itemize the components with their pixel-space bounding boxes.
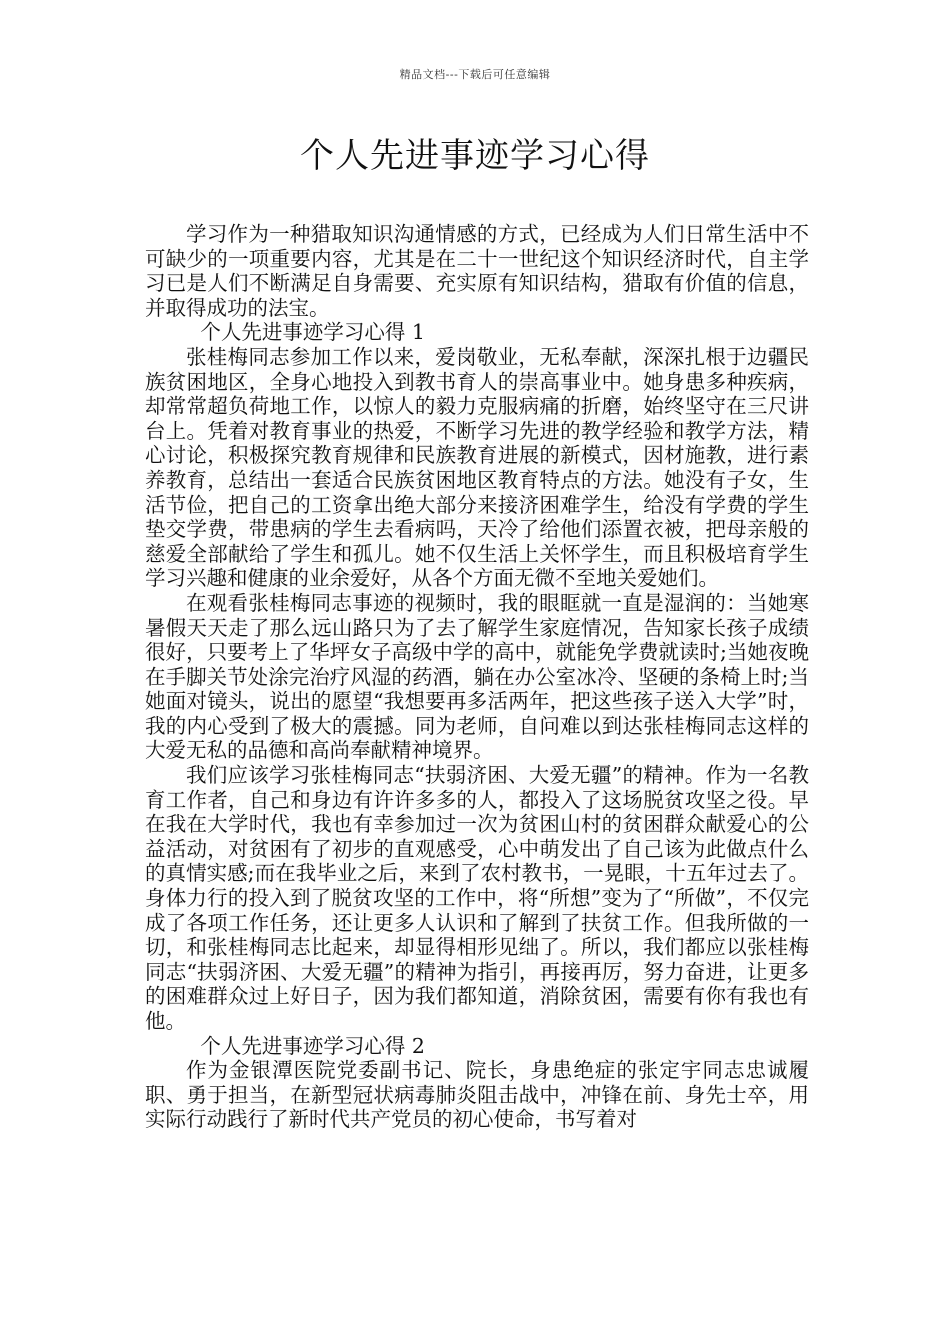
- section-heading-2: 个人先进事迹学习心得 2: [200, 1033, 425, 1058]
- section-heading-1: 个人先进事迹学习心得 1: [200, 320, 425, 345]
- document-title: 个人先进事迹学习心得: [300, 136, 650, 176]
- paragraph-intro: 学习作为一种猎取知识沟通情感的方式，已经成为人们日常生活中不可缺少的一项重要内容，尤其是在二十一世纪这个知识经济时代，自主学习已是人们不断满足自身需要、充实原有知识结构，猎取有价值的信息，并取得成功的法宝。: [145, 222, 809, 320]
- paragraph-4: 作为金银潭医院党委副书记、院长，身患绝症的张定宇同志忠诚履职、勇于担当，在新型冠状病毒肺炎阻击战中，冲锋在前、身先士卒，用实际行动践行了新时代共产党员的初心使命，书写着对: [145, 1058, 809, 1132]
- header-note: 精品文档---下载后可任意编辑: [399, 68, 551, 81]
- paragraph-2: 在观看张桂梅同志事迹的视频时，我的眼眶就一直是湿润的：当她寒暑假天天走了那么远山路只为了去了解学生家庭情况，告知家长孩子成绩很好，只要考上了华坪女子高级中学的高中，就能免学费就读时;当她夜晚在手脚关节处涂完治疗风湿的药酒，躺在办公室冰冷、坚硬的条椅上时;当她面对镜头，说出的愿望“我想要再多活两年，把这些孩子送入大学”时，我的内心受到了极大的震撼。同为老师，自问难以到达张桂梅同志这样的大爱无私的品德和高尚奉献精神境界。: [145, 590, 809, 763]
- document-body: [145, 222, 809, 1132]
- paragraph-1: 张桂梅同志参加工作以来，爱岗敬业，无私奉献，深深扎根于边疆民族贫困地区，全身心地投入到教书育人的崇高事业中。她身患多种疾病，却常常超负荷地工作，以惊人的毅力克服病痛的折磨，始终坚守在三尺讲台上。凭着对教育事业的热爱，不断学习先进的教学经验和教学方法，精心讨论，积极探究教育规律和民族教育进展的新模式，因材施教，进行素养教育，总结出一套适合民族贫困地区教育特点的方法。她没有子女，生活节俭，把自己的工资拿出绝大部分来接济困难学生，给没有学费的学生垫交学费，带患病的学生去看病吗，天冷了给他们添置衣被，把母亲般的慈爱全部献给了学生和孤儿。她不仅生活上关怀学生，而且积极培育学生学习兴趣和健康的业余爱好，从各个方面无微不至地关爱她们。: [145, 344, 809, 591]
- paragraph-3: 我们应该学习张桂梅同志“扶弱济困、大爱无疆”的精神。作为一名教育工作者，自己和身边有许许多多的人，都投入了这场脱贫攻坚之役。早在我在大学时代，我也有幸参加过一次为贫困山村的贫困群众献爱心的公益活动，对贫困有了初步的直观感受，心中萌发出了自己该为此做点什么的真情实感;而在我毕业之后，来到了农村教书，一晃眼，十五年过去了。身体力行的投入到了脱贫攻坚的工作中，将“所想”变为了“所做”，不仅完成了各项工作任务，还让更多人认识和了解到了扶贫工作。但我所做的一切，和张桂梅同志比起来，却显得相形见绌了。所以，我们都应以张桂梅同志“扶弱济困、大爱无疆”的精神为指引，再接再厉，努力奋进，让更多的困难群众过上好日子，因为我们都知道，消除贫困，需要有你有我也有他。: [145, 763, 809, 1033]
